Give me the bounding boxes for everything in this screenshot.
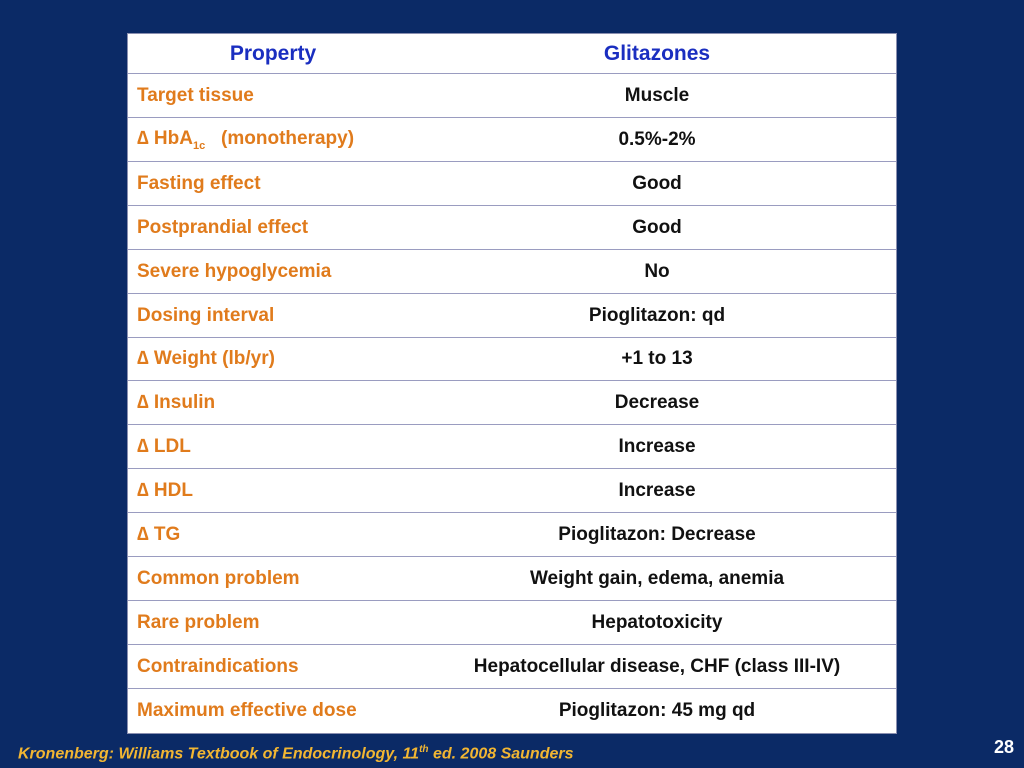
row-property: Common problem bbox=[137, 567, 300, 589]
row-value: Good bbox=[632, 172, 682, 194]
hba1c-subscript: 1c bbox=[192, 139, 206, 152]
row-value: Weight gain, edema, anemia bbox=[529, 567, 785, 589]
row-property: Fasting effect bbox=[137, 172, 261, 194]
row-value: No bbox=[644, 260, 670, 282]
table-row bbox=[128, 645, 896, 689]
table-row bbox=[128, 206, 896, 250]
table-row bbox=[128, 601, 896, 645]
row-value: Decrease bbox=[614, 391, 700, 413]
table-row bbox=[128, 162, 896, 206]
row-property: Contraindications bbox=[137, 655, 299, 677]
table-row bbox=[128, 250, 896, 294]
citation bbox=[18, 744, 574, 763]
row-value: Good bbox=[632, 216, 682, 238]
row-property: ∆ Insulin bbox=[137, 391, 216, 413]
row-value: Hepatocellular disease, CHF (class III-IV) bbox=[473, 655, 841, 677]
table-row bbox=[128, 381, 896, 425]
table-row bbox=[128, 689, 896, 733]
page-number: 28 bbox=[993, 737, 1014, 757]
table-row bbox=[128, 425, 896, 469]
row-property: Target tissue bbox=[137, 84, 254, 106]
hba1c-prefix: ∆ HbA bbox=[137, 127, 193, 149]
row-property: Dosing interval bbox=[137, 304, 275, 326]
row-property: Severe hypoglycemia bbox=[137, 260, 332, 282]
row-value: Pioglitazon: qd bbox=[588, 304, 726, 326]
row-property: ∆ TG bbox=[137, 523, 181, 545]
table-row bbox=[128, 74, 896, 118]
row-value: Pioglitazon: 45 mg qd bbox=[558, 700, 756, 721]
table-header-row bbox=[128, 34, 896, 74]
citation-prefix: Kronenberg: Williams Textbook of Endocrinology, 11 bbox=[18, 745, 420, 763]
row-property: ∆ Weight (lb/yr) bbox=[137, 348, 275, 369]
row-property: ∆ LDL bbox=[137, 435, 191, 457]
table-row bbox=[128, 557, 896, 601]
row-value: Muscle bbox=[624, 84, 690, 106]
row-property: Postprandial effect bbox=[137, 216, 309, 238]
table-row bbox=[128, 338, 896, 381]
table-row bbox=[128, 513, 896, 557]
row-value: Hepatotoxicity bbox=[591, 611, 723, 633]
row-property bbox=[128, 128, 418, 152]
table-row bbox=[128, 294, 896, 338]
row-property: Maximum effective dose bbox=[137, 700, 357, 721]
hba1c-suffix: (monotherapy) bbox=[221, 127, 355, 149]
header-glitazones: Glitazones bbox=[603, 41, 711, 65]
comparison-table bbox=[127, 33, 897, 734]
row-value: +1 to 13 bbox=[621, 348, 693, 369]
row-value: 0.5%-2% bbox=[618, 128, 696, 150]
citation-superscript: th bbox=[419, 744, 429, 755]
table-row bbox=[128, 469, 896, 513]
citation-suffix: ed. 2008 Saunders bbox=[428, 745, 574, 763]
row-value: Increase bbox=[618, 479, 696, 501]
row-property: ∆ HDL bbox=[137, 479, 193, 501]
row-property: Rare problem bbox=[137, 611, 260, 633]
row-value: Pioglitazon: Decrease bbox=[558, 523, 756, 545]
header-property: Property bbox=[229, 41, 317, 65]
table-row bbox=[128, 118, 896, 162]
row-value: Increase bbox=[618, 435, 696, 457]
